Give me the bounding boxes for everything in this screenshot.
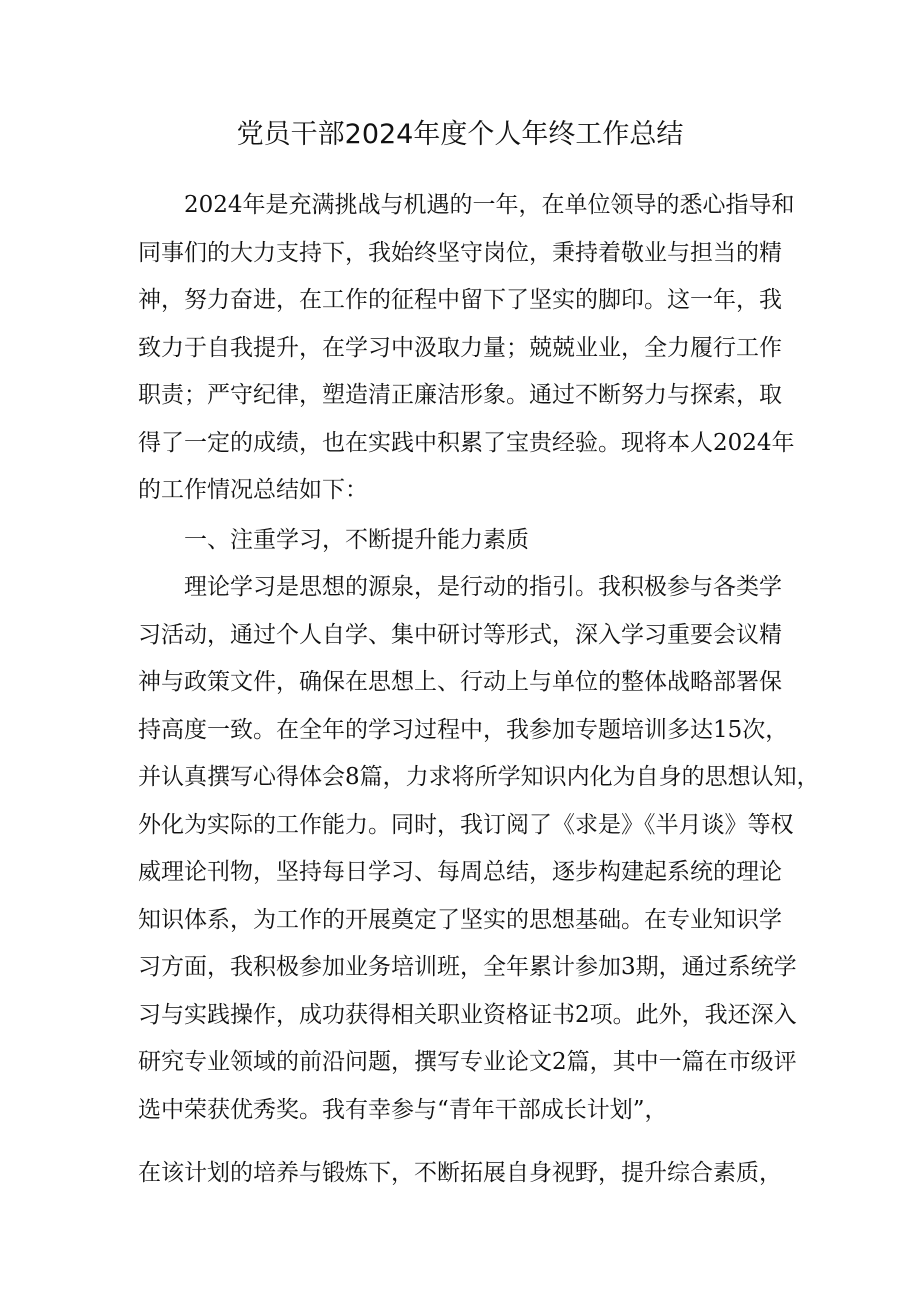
paragraph-line: 习活动，通过个人自学、集中研讨等形式，深入学习重要会议精 <box>138 622 782 648</box>
paragraph-line: 2024年是充满挑战与机遇的一年，在单位领导的悉心指导和 <box>184 192 795 218</box>
paragraph-line: 持高度一致。在全年的学习过程中，我参加专题培训多达15次， <box>138 717 789 743</box>
paragraph-line: 职责；严守纪律，塑造清正廉洁形象。通过不断努力与探索，取 <box>138 382 782 408</box>
paragraph-line: 研究专业领域的前沿问题，撰写专业论文2篇，其中一篇在市级评 <box>138 1049 797 1075</box>
paragraph-line: 在该计划的培养与锻炼下，不断拓展自身视野，提升综合素质， <box>138 1160 782 1186</box>
paragraph-line: 习方面，我积极参加业务培训班，全年累计参加3期，通过系统学 <box>138 954 797 980</box>
section-heading: 一、注重学习，不断提升能力素质 <box>184 527 529 553</box>
paragraph-line: 致力于自我提升，在学习中汲取力量；兢兢业业，全力履行工作 <box>138 335 782 361</box>
document-title: 党员干部2024年度个人年终工作总结 <box>236 119 684 150</box>
paragraph-line: 同事们的大力支持下，我始终坚守岗位，秉持着敬业与担当的精 <box>138 240 782 266</box>
paragraph-line: 选中荣获优秀奖。我有幸参与“青年干部成长计划”， <box>138 1097 668 1123</box>
paragraph-line: 知识体系，为工作的开展奠定了坚实的思想基础。在专业知识学 <box>138 907 782 933</box>
paragraph-line: 并认真撰写心得体会8篇，力求将所学知识内化为自身的思想认知， <box>138 764 820 790</box>
paragraph-line: 神与政策文件，确保在思想上、行动上与单位的整体战略部署保 <box>138 669 782 695</box>
paragraph-line: 的工作情况总结如下： <box>138 477 368 503</box>
paragraph-line: 理论学习是思想的源泉，是行动的指引。我积极参与各类学 <box>184 574 782 600</box>
paragraph-line: 神，努力奋进，在工作的征程中留下了坚实的脚印。这一年，我 <box>138 287 782 313</box>
paragraph-line: 外化为实际的工作能力。同时，我订阅了《求是》《半月谈》等权 <box>138 812 794 838</box>
paragraph-line: 威理论刊物，坚持每日学习、每周总结，逐步构建起系统的理论 <box>138 859 782 885</box>
paragraph-line: 习与实践操作，成功获得相关职业资格证书2项。此外，我还深入 <box>138 1002 797 1028</box>
paragraph-line: 得了一定的成绩，也在实践中积累了宝贵经验。现将本人2024年 <box>138 430 795 456</box>
